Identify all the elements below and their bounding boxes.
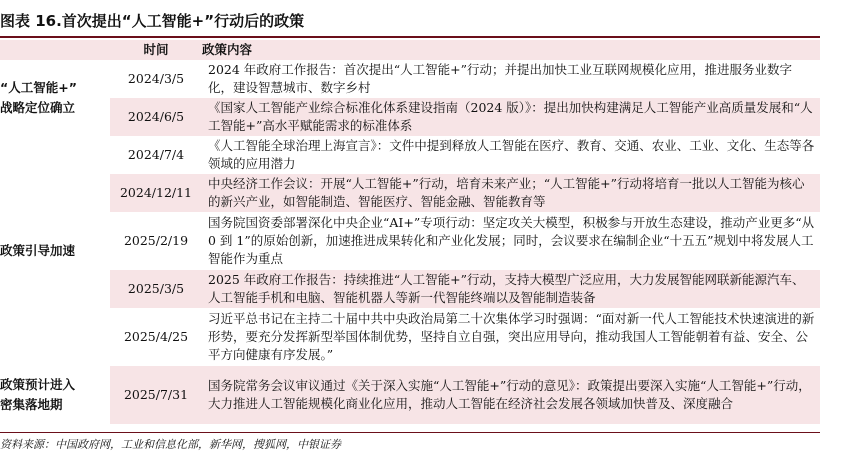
row-date: 2025/4/25 <box>110 308 202 366</box>
category-implementation: 政策预计进入 密集落地期 <box>0 366 110 424</box>
table-row <box>0 270 820 308</box>
policy-table <box>0 40 820 424</box>
header-content: 政策内容 <box>202 42 253 57</box>
row-content: 国务院常务会议审议通过《关于深入实施“人工智能+”行动的意见》：政策提出要深入实施“人工智能+”行动，大力推进人工智能规模化商业化应用，推动人工智能在经济社会发展各领域加快普及、深度融合 <box>202 366 820 424</box>
header-date: 时间 <box>143 42 169 57</box>
header-category <box>0 40 110 60</box>
row-date: 2024/12/11 <box>110 174 202 212</box>
table-row <box>0 308 820 366</box>
row-content: 2024 年政府工作报告：首次提出“人工智能+”行动；并提出加快工业互联网规模化应用，推进服务业数字化，建设智慧城市、数字乡村 <box>202 60 820 98</box>
row-date: 2025/3/5 <box>110 270 202 308</box>
row-date: 2024/6/5 <box>110 98 202 136</box>
table-row <box>0 366 820 424</box>
category-strategy: “人工智能+” 战略定位确立 <box>0 60 110 136</box>
source-note: 资料来源：中国政府网，工业和信息化部，新华网，搜狐网，中银证券 <box>0 438 341 451</box>
row-content: 2025 年政府工作报告：持续推进“人工智能+”行动，支持大模型广泛应用，大力发展智能网联新能源汽车、人工智能手机和电脑、智能机器人等新一代智能终端以及智能制造装备 <box>202 270 820 308</box>
table-top-rule <box>0 36 820 38</box>
row-date: 2024/7/4 <box>110 136 202 174</box>
category-guidance: 政策引导加速 <box>0 136 110 366</box>
table-row <box>0 212 820 270</box>
figure-title: 图表 16.首次提出“人工智能+”行动后的政策 <box>0 12 305 30</box>
table-bottom-rule <box>0 432 820 433</box>
row-date: 2025/2/19 <box>110 212 202 270</box>
row-content: 中央经济工作会议：开展“人工智能+”行动，培育未来产业；“人工智能+”行动将培育一批以人工智能为核心的新兴产业，如智能制造、智能医疗、智能金融、智能教育等 <box>202 174 820 212</box>
row-content: 国务院国资委部署深化中央企业“AI+”专项行动：坚定攻关大模型，积极参与开放生态建设，推动产业更多“从 0 到 1”的原始创新，加速推进成果转化和产业化发展；同时，会议要求在编制企业“十五五”规划中将发展人工智能作为重点 <box>202 212 820 270</box>
table-row <box>0 174 820 212</box>
table-header-row <box>0 40 820 60</box>
row-content: 《人工智能全球治理上海宣言》：文件中提到释放人工智能在医疗、教育、交通、农业、工业、文化、生态等各领域的应用潜力 <box>202 136 820 174</box>
row-content: 《国家人工智能产业综合标准化体系建设指南（2024 版）》：提出加快构建满足人工智能产业高质量发展和“人工智能+”高水平赋能需求的标准体系 <box>202 98 820 136</box>
table-row <box>0 60 820 98</box>
table-row <box>0 136 820 174</box>
row-date: 2025/7/31 <box>110 366 202 424</box>
row-content: 习近平总书记在主持二十届中共中央政治局第二十次集体学习时强调：“面对新一代人工智能技术快速演进的新形势，要充分发挥新型举国体制优势，坚持自立自强，突出应用导向，推动我国人工智能朝着有益、安全、公平方向健康有序发展。” <box>202 308 820 366</box>
row-date: 2024/3/5 <box>110 60 202 98</box>
table-row <box>0 98 820 136</box>
